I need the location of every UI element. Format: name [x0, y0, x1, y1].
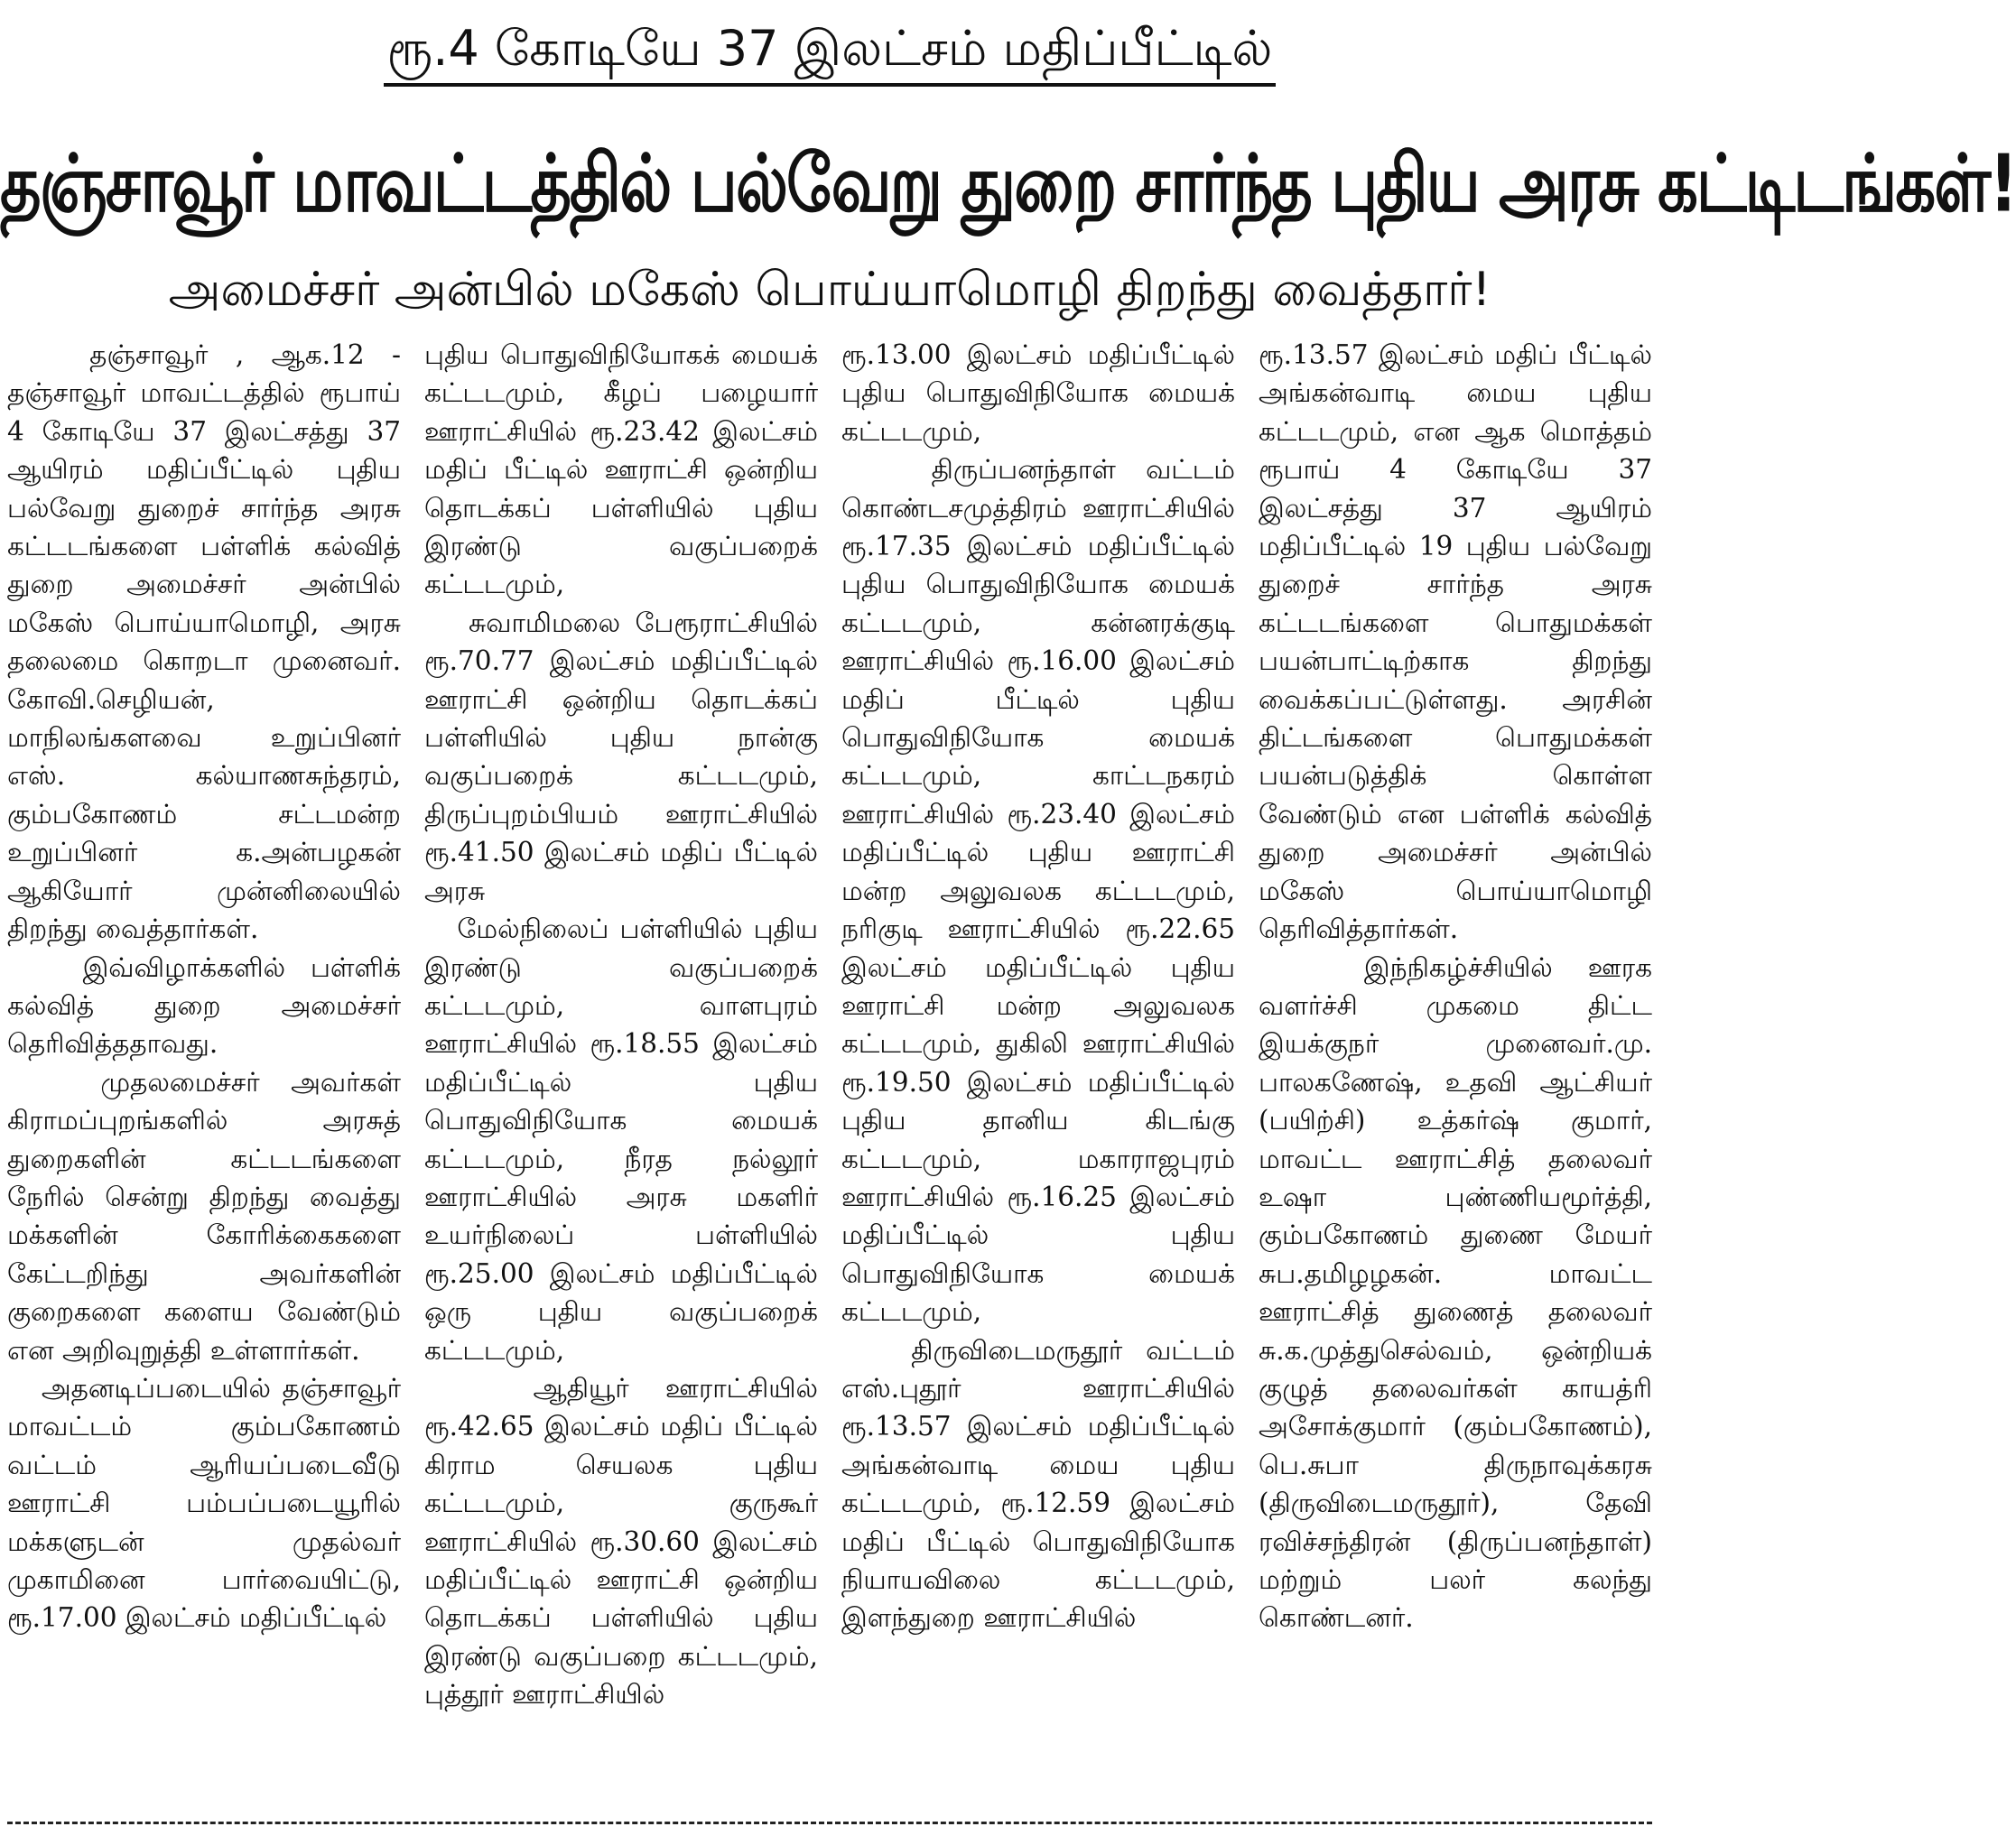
paragraph: ஆதியூர் ஊராட்சியில் ரூ.42.65 இலட்சம் மதிப் பீட்டில் கிராம செயலக புதிய கட்டடமும், குருகூர் ஊராட்சியில் ரூ.30.60 இலட்சம் மதிப்பீட்டில் ஊராட்சி ஒன்றிய தொடக்கப் பள்ளியில் புதிய இரண்டு வகுப்பறை கட்டடமும், புத்தூர் ஊராட்சியில்	[424, 1372, 818, 1711]
kicker-text: ரூ.4 கோடியே 37 இலட்சம் மதிப்பீட்டில்	[384, 16, 1277, 87]
headline: தஞ்சாவூர் மாவட்டத்தில் பல்வேறு துறை சார்ந்த புதிய அரசு கட்டிடங்கள்!	[0, 137, 2016, 230]
paragraph: இவ்விழாக்களில் பள்ளிக் கல்வித் துறை அமைச்சர் தெரிவித்ததாவது.	[7, 951, 401, 1060]
kicker-heading	[0, 16, 1659, 87]
paragraph: இந்நிகழ்ச்சியில் ஊரக வளர்ச்சி முகமை திட்ட இயக்குநர் முனைவர்.மு. பாலகணேஷ், உதவி ஆட்சியர் (பயிற்சி) உத்கர்ஷ் குமார், மாவட்ட ஊராட்சித் தலைவர் உஷா புண்ணியமூர்த்தி, கும்பகோணம் துணை மேயர் சுப.தமிழழகன். மாவட்ட ஊராட்சித் துணைத் தலைவர் சு.க.முத்துசெல்வம், ஒன்றியக் குழுத் தலைவர்கள் காயத்ரி அசோக்குமார் (கும்பகோணம்), பெ.சுபா திருநாவுக்கரசு (திருவிடைமருதூர்), தேவி ரவிச்சந்திரன் (திருப்பனந்தாள்) மற்றும் பலர் கலந்து கொண்டனர்.	[1259, 951, 1652, 1634]
paragraph: ரூ.13.00 இலட்சம் மதிப்பீட்டில் புதிய பொதுவிநியோக மையக் கட்டடமும்,	[841, 339, 1235, 447]
paragraph: முதலமைச்சர் அவர்கள் கிராமப்புறங்களில் அரசுத் துறைகளின் கட்டடங்களை நேரில் சென்று திறந்து வைத்து மக்களின் கோரிக்கைகளை கேட்டறிந்து அவர்களின் குறைகளை களைய வேண்டும் என அறிவுறுத்தி உள்ளார்கள்.	[7, 1066, 401, 1366]
paragraph: திருவிடைமருதூர் வட்டம் எஸ்.புதூர் ஊராட்சியில் ரூ.13.57 இலட்சம் மதிப்பீட்டில் அங்கன்வாடி மைய புதிய கட்டடமும், ரூ.12.59 இலட்சம் மதிப் பீட்டில் பொதுவிநியோக நியாயவிலை கட்டடமும், இளந்துறை ஊராட்சியில்	[841, 1334, 1235, 1634]
column-1	[7, 336, 401, 1805]
paragraph: திருப்பனந்தாள் வட்டம் கொண்டசமுத்திரம் ஊராட்சியில் ரூ.17.35 இலட்சம் மதிப்பீட்டில் புதிய பொதுவிநியோக மையக் கட்டடமும், கன்னரக்குடி ஊராட்சியில் ரூ.16.00 இலட்சம் மதிப் பீட்டில் புதிய பொதுவிநியோக மையக் கட்டடமும், காட்டநகரம் ஊராட்சியில் ரூ.23.40 இலட்சம் மதிப்பீட்டில் புதிய ஊராட்சி மன்ற அலுவலக கட்டடமும், நரிகுடி ஊராட்சியில் ரூ.22.65 இலட்சம் மதிப்பீட்டில் புதிய ஊராட்சி மன்ற அலுவலக கட்டடமும், துகிலி ஊராட்சியில் ரூ.19.50 இலட்சம் மதிப்பீட்டில் புதிய தானிய கிடங்கு கட்டடமும், மகாராஜபுரம் ஊராட்சியில் ரூ.16.25 இலட்சம் மதிப்பீட்டில் புதிய பொதுவிநியோக மையக் கட்டடமும்,	[841, 454, 1235, 1328]
subheadline: அமைச்சர் அன்பில் மகேஸ் பொய்யாமொழி திறந்து வைத்தார்!	[168, 263, 1491, 317]
paragraph: மேல்நிலைப் பள்ளியில் புதிய இரண்டு வகுப்பறைக் கட்டடமும், வாளபுரம் ஊராட்சியில் ரூ.18.55 இலட்சம் மதிப்பீட்டில் புதிய பொதுவிநியோக மையக் கட்டடமும், நீரத நல்லூர் ஊராட்சியில் அரசு மகளிர் உயர்நிலைப் பள்ளியில் ரூ.25.00 இலட்சம் மதிப்பீட்டில் ஒரு புதிய வகுப்பறைக் கட்டடமும்,	[424, 913, 818, 1366]
paragraph: ரூ.13.57 இலட்சம் மதிப் பீட்டில் அங்கன்வாடி மைய புதிய கட்டடமும், என ஆக மொத்தம் ரூபாய் 4 கோடியே 37 இலட்சத்து 37 ஆயிரம் மதிப்பீட்டில் 19 புதிய பல்வேறு துறைச் சார்ந்த அரசு கட்டடங்களை பொதுமக்கள் பயன்பாட்டிற்காக திறந்து வைக்கப்பட்டுள்ளது. அரசின் திட்டங்களை பொதுமக்கள் பயன்படுத்திக் கொள்ள வேண்டும் என பள்ளிக் கல்வித் துறை அமைச்சர் அன்பில் மகேஸ் பொய்யாமொழி தெரிவித்தார்கள்.	[1259, 339, 1652, 945]
bottom-divider	[7, 1822, 1652, 1824]
paragraph: புதிய பொதுவிநியோகக் மையக் கட்டடமும், கீழப் பழையார் ஊராட்சியில் ரூ.23.42 இலட்சம் மதிப் பீட்டில் ஊராட்சி ஒன்றிய தொடக்கப் பள்ளியில் புதிய இரண்டு வகுப்பறைக் கட்டடமும்,	[424, 339, 818, 600]
paragraph: சுவாமிமலை பேரூராட்சியில் ரூ.70.77 இலட்சம் மதிப்பீட்டில் ஊராட்சி ஒன்றிய தொடக்கப் பள்ளியில் புதிய நான்கு வகுப்பறைக் கட்டடமும், திருப்புறம்பியம் ஊராட்சியில் ரூ.41.50 இலட்சம் மதிப் பீட்டில் அரசு	[424, 607, 818, 906]
column-3	[841, 336, 1235, 1805]
column-2	[424, 336, 818, 1805]
article-body	[7, 336, 1652, 1805]
paragraph: அதனடிப்படையில் தஞ்சாவூர் மாவட்டம் கும்பகோணம் வட்டம் ஆரியப்படைவீடு ஊராட்சி பம்பப்படையூரில் மக்களுடன் முதல்வர் முகாமினை பார்வையிட்டு, ரூ.17.00 இலட்சம் மதிப்பீட்டில்	[7, 1372, 401, 1634]
column-4	[1259, 336, 1652, 1805]
paragraph: தஞ்சாவூர் , ஆக.12 - தஞ்சாவூர் மாவட்டத்தில் ரூபாய் 4 கோடியே 37 இலட்சத்து 37 ஆயிரம் மதிப்பீட்டில் புதிய பல்வேறு துறைச் சார்ந்த அரசு கட்டடங்களை பள்ளிக் கல்வித் துறை அமைச்சர் அன்பில் மகேஸ் பொய்யாமொழி, அரசு தலைமை கொறடா முனைவர். கோவி.செழியன், மாநிலங்களவை உறுப்பினர் எஸ். கல்யாணசுந்தரம், கும்பகோணம் சட்டமன்ற உறுப்பினர் க.அன்பழகன் ஆகியோர் முன்னிலையில் திறந்து வைத்தார்கள்.	[7, 339, 401, 945]
